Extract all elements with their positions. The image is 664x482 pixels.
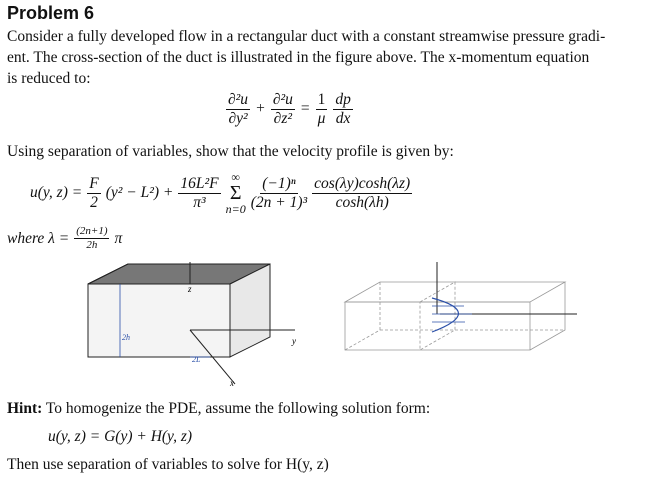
- f-over-2: $\frac{F}{2}$: [89, 175, 99, 211]
- intro-line-2: ent. The cross-section of the duct is illustrated in the figure above. The x-momentum equation: [7, 49, 590, 66]
- instruction-text: Using separation of variables, show that the velocity profile is given by:: [7, 143, 454, 160]
- hint-text: To homogenize the PDE, assume the following solution form:: [45, 400, 431, 417]
- intro-line-3: is reduced to:: [7, 70, 91, 87]
- cosh-ratio: $\frac{\cos(\lambda y)\cosh(\lambda z)}{\cosh(\lambda h)}$: [314, 175, 411, 211]
- duct-wireframe: [345, 282, 565, 350]
- series-term: $\frac{\text{(−1)ⁿ}}{\text{(2n + 1)³}}$: [250, 175, 308, 211]
- dim-2h: 2h: [122, 333, 130, 342]
- one-over-mu: $\frac{1}{\mu}$: [317, 91, 326, 127]
- hint-solution-form: u(y, z) = G(y) + H(y, z): [48, 428, 193, 445]
- hint-line: [7, 400, 430, 418]
- hint-label: Hint:: [7, 400, 43, 417]
- duct-figure: [80, 262, 580, 392]
- x-label: x: [230, 378, 234, 388]
- d2u-dz2: $\frac{\text{∂²u}}{\text{∂z²}}$: [272, 91, 293, 127]
- intro-line-1: Consider a fully developed flow in a rectangular duct with a constant streamwise pressure gradi-: [7, 28, 606, 45]
- problem-title: Problem 6: [7, 3, 95, 23]
- duct-block: [88, 264, 270, 357]
- coefficient: $\frac{\text{16L²F}}{\text{π³}}$: [180, 175, 219, 211]
- dim-2L: 2L: [192, 355, 201, 364]
- z-label: z: [188, 284, 192, 294]
- velocity-profile-equation: u(y, z) = $\frac{F}{2}$ (y² − L²) + $\frac{\text{16L²F}}{\text{π³}}$ ∞ Σ n=0 $\frac{\text{(−1)ⁿ}}{\text{(2n + 1)³}}$ $\frac{\cos(\lambda y)\cosh(\lambda z)}{\cosh(\lambda h)}$: [30, 170, 411, 216]
- lambda-fraction: $\frac{(2n+1)}{2h}$: [76, 225, 108, 251]
- problem-intro: [7, 26, 657, 89]
- summation: ∞ Σ n=0: [225, 170, 246, 216]
- lambda-definition: where λ = $\frac{(2n+1)}{2h}$ π: [7, 225, 123, 251]
- d2u-dy2: $\frac{\text{∂²u}}{\text{∂y²}}$: [228, 91, 249, 127]
- y-label: y: [292, 336, 296, 346]
- momentum-equation: $\frac{\text{∂²u}}{\text{∂y²}}$ + $\frac{\text{∂²u}}{\text{∂z²}}$ = $\frac{1}{\mu}$ $\frac{dp}{dx}$: [228, 91, 351, 127]
- hint-final: Then use separation of variables to solve for H(y, z): [7, 456, 329, 473]
- dp-dx: $\frac{dp}{dx}$: [335, 91, 351, 127]
- velocity-profile-curve: [432, 298, 459, 332]
